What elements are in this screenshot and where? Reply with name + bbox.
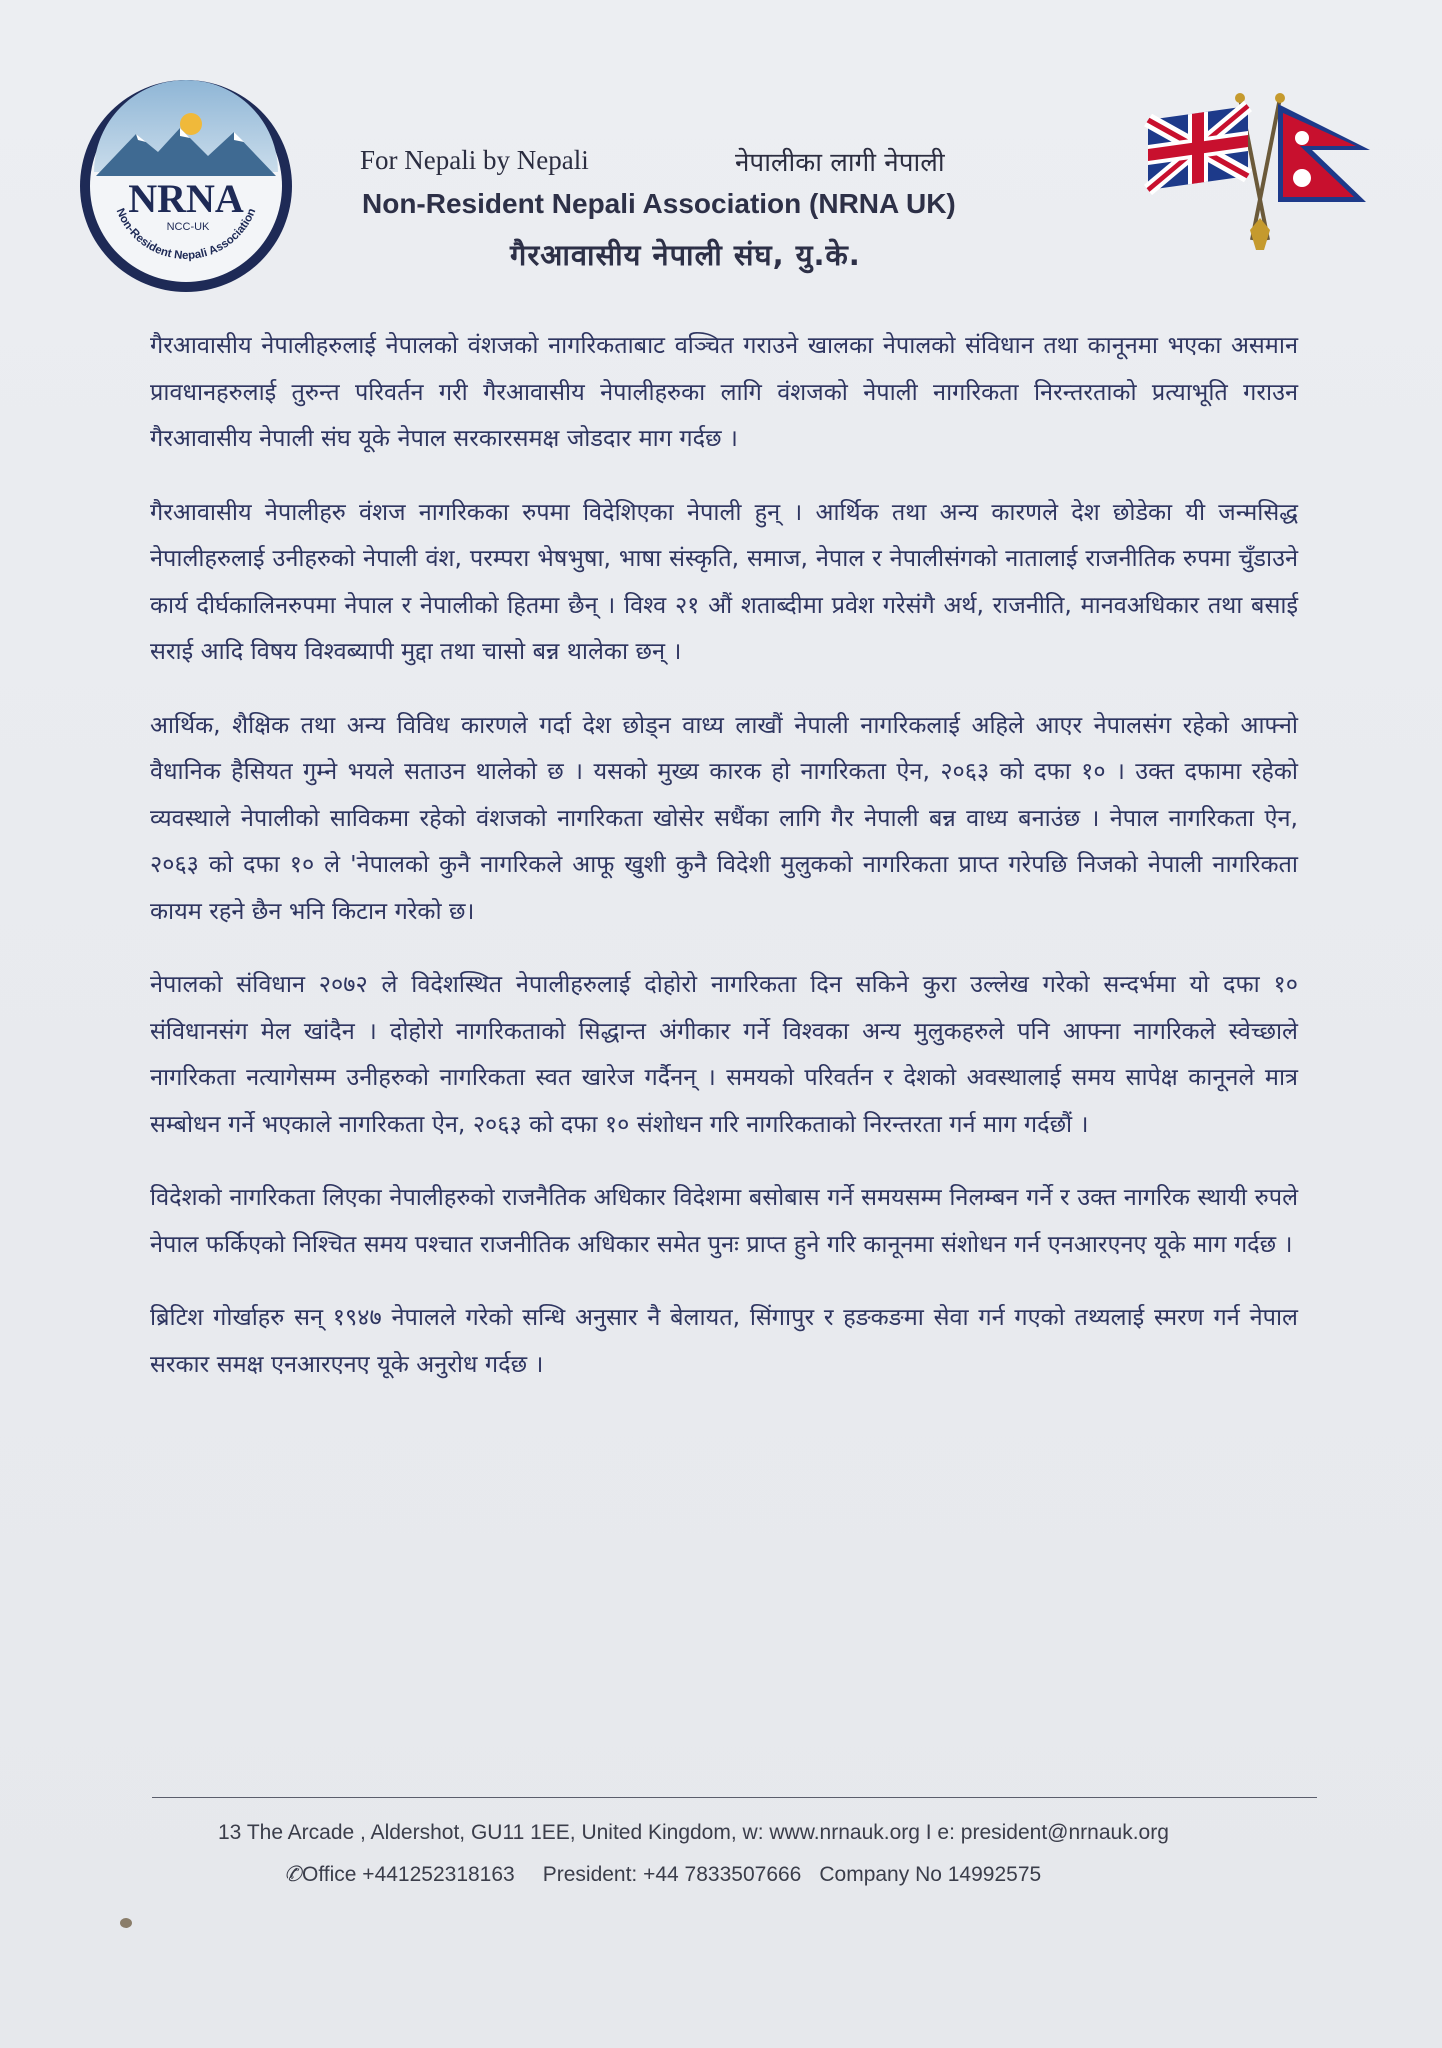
paragraph: नेपालको संविधान २०७२ ले विदेशस्थित नेपालीहरुलाई दोहोरो नागरिकता दिन सकिने कुरा उल्लेख गरेको सन्दर्भमा यो दफा १० संविधानसंग मेल खांदैन । दोहोरो नागरिकताको सिद्धान्त अंगीकार गर्ने विश्वका अन्य मुलुकहरुले पनि आफ्ना नागरिकले स्वेच्छाले नागरिकता नत्यागेसम्म उनीहरुको नागरिकता स्वत खारेज गर्दैनन् । समयको परिवर्तन र देशको अवस्थालाई समय सापेक्ष कानूनले मात्र सम्बोधन गर्ने भएकाले नागरिकता ऐन, २०६३ को दफा १० संशोधन गरि नागरिकताको निरन्तरता गर्न माग गर्दछौं । bbox=[150, 970, 1298, 1138]
letter-body bbox=[150, 322, 1298, 1414]
uk-nepal-flags-icon bbox=[1140, 90, 1380, 260]
footer-divider bbox=[152, 1797, 1317, 1798]
footer-contacts bbox=[284, 1862, 1041, 1887]
paragraph: गैरआवासीय नेपालीहरुलाई नेपालको वंशजको नागरिकताबाट वञ्चित गराउने खालका नेपालको संविधान तथा कानूनमा भएका असमान प्रावधानहरुलाई तुरुन्त परिवर्तन गरी गैरआवासीय नेपालीहरुका लागि वंशजको नेपाली नागरिकता निरन्तरताको प्रत्याभूति गराउन गैरआवासीय नेपाली संघ यूके नेपाल सरकारसमक्ष जोडदार माग गर्दछ । bbox=[150, 331, 1298, 452]
tagline-nepali: नेपालीका लागी नेपाली bbox=[735, 148, 945, 178]
nrna-logo bbox=[76, 76, 296, 296]
office-phone: Office +441252318163 bbox=[302, 1863, 515, 1886]
logo-text: NRNA bbox=[128, 176, 244, 221]
paper-speck bbox=[120, 1918, 132, 1928]
president-phone: President: +44 7833507666 bbox=[542, 1863, 802, 1886]
logo-ring-text: Non-Resident Nepali Association bbox=[113, 206, 259, 262]
organization-name-nepali: गैरआवासीय नेपाली संघ, यु.के. bbox=[510, 238, 861, 272]
footer-address: 13 The Arcade , Aldershot, GU11 1EE, United Kingdom, w: www.nrnauk.org I e: president@nrnauk.org bbox=[218, 1821, 1169, 1844]
organization-name: Non-Resident Nepali Association (NRNA UK) bbox=[362, 188, 956, 219]
logo-subtext: NCC-UK bbox=[166, 221, 210, 233]
paragraph: गैरआवासीय नेपालीहरु वंशज नागरिकका रुपमा विदेशिएका नेपाली हुन् । आर्थिक तथा अन्य कारणले देश छोडेका यी जन्मसिद्ध नेपालीहरुलाई उनीहरुको नेपाली वंश, परम्परा भेषभुषा, भाषा संस्कृति, समाज, नेपाल र नेपालीसंगको नातालाई राजनीतिक रुपमा चुँडाउने कार्य दीर्घकालिनरुपमा नेपाल र नेपालीको हितमा छैन् । विश्व २१ औं शताब्दीमा प्रवेश गरेसंगै अर्थ, राजनीति, मानवअधिकार तथा बसाई सराई आदि विषय विश्वब्यापी मुद्दा तथा चासो बन्न थालेका छन् । bbox=[150, 497, 1298, 665]
paragraph: विदेशको नागरिकता लिएका नेपालीहरुको राजनैतिक अधिकार विदेशमा बसोबास गर्ने समयसम्म निलम्बन गर्ने र उक्त नागरिक स्थायी रुपले नेपाल फर्किएको निश्चित समय पश्चात राजनीतिक अधिकार समेत पुनः प्राप्त हुने गरि कानूनमा संशोधन गर्न एनआरएनए यूके माग गर्दछ । bbox=[150, 1183, 1298, 1258]
phone-icon: ✆ bbox=[284, 1863, 302, 1886]
paragraph: ब्रिटिश गोर्खाहरु सन् १९४७ नेपालले गरेको सन्धि अनुसार नै बेलायत, सिंगापुर र हङकङमा सेवा गर्न गएको तथ्यलाई स्मरण गर्न नेपाल सरकार समक्ष एनआरएनए यूके अनुरोध गर्दछ । bbox=[150, 1303, 1298, 1378]
company-number: Company No 14992575 bbox=[819, 1863, 1042, 1886]
tagline-english: For Nepali by Nepali bbox=[360, 145, 589, 175]
paragraph: आर्थिक, शैक्षिक तथा अन्य विविध कारणले गर्दा देश छोड्न वाध्य लाखौं नेपाली नागरिकलाई अहिले आएर नेपालसंग रहेको आफ्नो वैधानिक हैसियत गुम्ने भयले सताउन थालेको छ । यसको मुख्य कारक हो नागरिकता ऐन, २०६३ को दफा १० । उक्त दफामा रहेको व्यवस्थाले नेपालीको साविकमा रहेको वंशजको नागरिकता खोसेर सधैंका लागि गैर नेपाली बन्न वाध्य बनाउंछ । नेपाल नागरिकता ऐन, २०६३ को दफा १० ले 'नेपालको कुनै नागरिकले आफू खुशी कुनै विदेशी मुलुकको नागरिकता प्राप्त गरेपछि निजको नेपाली नागरिकता कायम रहने छैन भनि किटान गरेको छ। bbox=[150, 710, 1298, 925]
